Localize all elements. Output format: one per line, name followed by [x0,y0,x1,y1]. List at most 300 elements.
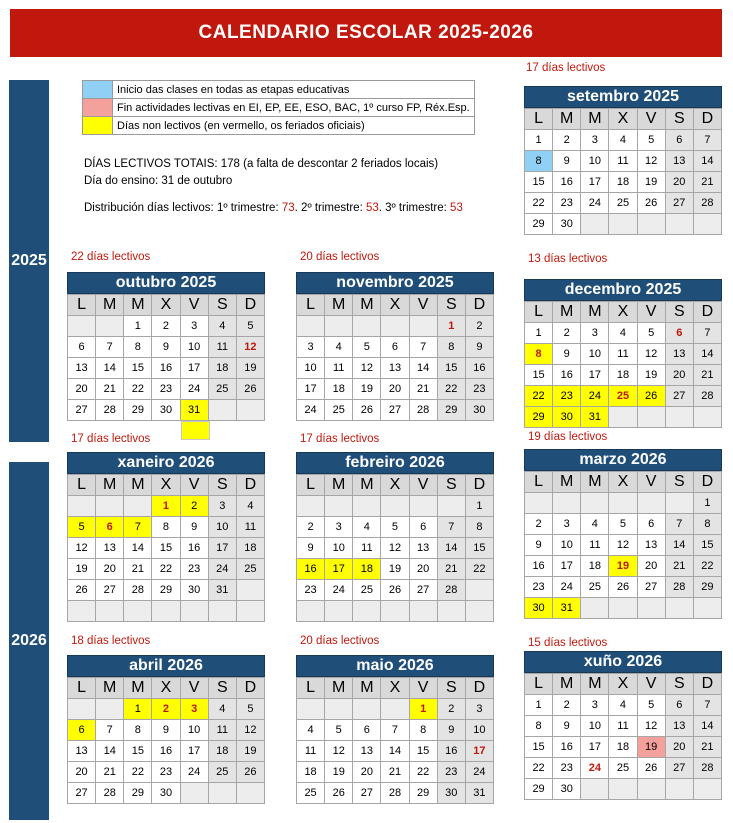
weekday-header: L [68,475,96,496]
weekday-header: V [181,475,209,496]
trimester-distribution [84,202,463,214]
day-cell: 31 [181,400,209,421]
weekday-header: M [581,302,609,323]
empty-cell [666,779,694,800]
day-cell: 14 [666,535,694,556]
day-cell: 2 [525,514,553,535]
day-cell: 8 [124,337,152,358]
day-cell: 1 [438,316,466,337]
day-cell: 30 [438,783,466,804]
day-cell: 3 [581,695,609,716]
weekday-header: X [152,295,180,316]
month-grid [524,673,722,800]
day-cell: 28 [96,400,124,421]
day-cell: 16 [152,358,180,379]
day-cell: 30 [553,779,581,800]
day-cell: 19 [638,365,666,386]
weekday-header: X [609,109,637,130]
day-cell: 9 [297,538,325,559]
day-cell: 13 [638,535,666,556]
month-title: xaneiro 2026 [67,452,265,474]
day-cell: 15 [152,538,180,559]
day-cell: 28 [438,580,466,601]
empty-cell [410,601,438,622]
legend-swatch-non-lective [83,117,113,135]
empty-cell [68,601,96,622]
lective-days-count: 13 días lectivos [528,253,608,265]
month-calendar [524,449,722,619]
day-cell: 10 [181,337,209,358]
day-cell: 23 [181,559,209,580]
day-cell: 11 [353,538,381,559]
day-cell: 2 [553,130,581,151]
day-cell: 6 [638,514,666,535]
day-cell: 31 [553,598,581,619]
month-title: maio 2026 [296,655,494,677]
empty-cell [353,601,381,622]
day-cell: 4 [237,496,265,517]
weekday-header: S [666,109,694,130]
day-cell: 29 [525,407,553,428]
weekday-header: M [124,475,152,496]
day-cell: 1 [694,493,722,514]
day-cell: 6 [381,337,409,358]
day-cell: 16 [525,556,553,577]
day-cell: 12 [638,344,666,365]
weekday-header: M [96,295,124,316]
month-grid [67,677,265,804]
day-cell: 4 [581,514,609,535]
day-cell: 13 [410,538,438,559]
day-cell: 28 [381,783,409,804]
day-cell: 30 [181,580,209,601]
lective-days-count: 18 días lectivos [71,635,151,647]
legend-text-start: Inicio das clases en todas as etapas educativas [113,81,475,99]
month-grid [524,108,722,235]
day-cell: 18 [353,559,381,580]
empty-cell [694,779,722,800]
day-cell: 11 [609,716,637,737]
day-cell: 16 [466,358,494,379]
day-cell: 8 [438,337,466,358]
empty-cell [353,699,381,720]
weekday-header: V [410,475,438,496]
empty-cell [438,496,466,517]
day-cell: 7 [694,323,722,344]
day-cell: 31 [466,783,494,804]
day-cell: 13 [353,741,381,762]
day-cell: 15 [694,535,722,556]
day-cell: 5 [381,517,409,538]
month-calendar [524,86,722,235]
day-cell: 20 [68,379,96,400]
day-cell: 27 [666,386,694,407]
day-cell: 24 [466,762,494,783]
day-cell: 9 [152,337,180,358]
day-cell: 18 [237,538,265,559]
month-calendar [67,655,265,804]
empty-cell [525,493,553,514]
weekday-header: V [638,472,666,493]
empty-cell [638,493,666,514]
day-cell: 15 [525,365,553,386]
day-cell: 7 [410,337,438,358]
weekday-header: X [152,678,180,699]
day-cell: 8 [525,151,553,172]
day-cell: 31 [581,407,609,428]
weekday-header: M [553,472,581,493]
teaching-day-marker [181,421,210,440]
day-cell: 6 [68,720,96,741]
day-cell: 2 [181,496,209,517]
day-cell: 11 [297,741,325,762]
day-cell: 21 [96,762,124,783]
day-cell: 19 [237,741,265,762]
empty-cell [609,493,637,514]
legend-swatch-end [83,99,113,117]
day-cell: 24 [581,193,609,214]
empty-cell [209,783,237,804]
month-calendar [296,272,494,421]
day-cell: 7 [96,337,124,358]
weekday-header: M [325,475,353,496]
day-cell: 23 [152,379,180,400]
day-cell: 26 [353,400,381,421]
weekday-header: M [553,302,581,323]
day-cell: 25 [237,559,265,580]
weekday-header: L [525,109,553,130]
teaching-day: Día do ensino: 31 de outubro [84,175,233,187]
weekday-header: S [438,295,466,316]
day-cell: 30 [553,407,581,428]
empty-cell [666,407,694,428]
day-cell: 16 [438,741,466,762]
empty-cell [666,598,694,619]
day-cell: 7 [438,517,466,538]
day-cell: 12 [638,151,666,172]
day-cell: 10 [581,344,609,365]
day-cell: 15 [124,741,152,762]
day-cell: 29 [152,580,180,601]
day-cell: 6 [68,337,96,358]
day-cell: 16 [553,172,581,193]
day-cell: 24 [553,577,581,598]
day-cell: 9 [553,151,581,172]
day-cell: 22 [124,379,152,400]
day-cell: 19 [237,358,265,379]
day-cell: 4 [297,720,325,741]
day-cell: 14 [96,358,124,379]
day-cell: 10 [181,720,209,741]
empty-cell [581,598,609,619]
day-cell: 8 [694,514,722,535]
empty-cell [581,779,609,800]
day-cell: 1 [466,496,494,517]
day-cell: 5 [638,130,666,151]
empty-cell [353,316,381,337]
day-cell: 12 [68,538,96,559]
weekday-header: M [124,678,152,699]
empty-cell [609,779,637,800]
dist-mid-1: . 2º trimestre: [294,202,366,214]
empty-cell [96,699,124,720]
empty-cell [124,496,152,517]
day-cell: 26 [609,577,637,598]
day-cell: 26 [638,386,666,407]
day-cell: 3 [325,517,353,538]
day-cell: 5 [609,514,637,535]
day-cell: 9 [438,720,466,741]
day-cell: 12 [237,720,265,741]
empty-cell [297,496,325,517]
month-title: xuño 2026 [524,651,722,673]
day-cell: 26 [325,783,353,804]
day-cell: 20 [638,556,666,577]
day-cell: 3 [181,316,209,337]
weekday-header: S [438,475,466,496]
month-title: decembro 2025 [524,279,722,301]
day-cell: 3 [553,514,581,535]
day-cell: 7 [694,130,722,151]
day-cell: 20 [381,379,409,400]
weekday-header: V [638,109,666,130]
month-grid [524,471,722,619]
day-cell: 8 [152,517,180,538]
day-cell: 12 [609,535,637,556]
empty-cell [124,601,152,622]
day-cell: 7 [381,720,409,741]
day-cell: 2 [466,316,494,337]
day-cell: 4 [209,316,237,337]
weekday-header: L [68,295,96,316]
day-cell: 1 [124,316,152,337]
day-cell: 7 [694,695,722,716]
day-cell: 12 [325,741,353,762]
weekday-header: L [297,678,325,699]
day-cell: 3 [181,699,209,720]
day-cell: 2 [438,699,466,720]
day-cell: 21 [666,556,694,577]
legend [82,80,475,135]
day-cell: 2 [553,695,581,716]
day-cell: 19 [609,556,637,577]
day-cell: 22 [525,758,553,779]
day-cell: 11 [209,720,237,741]
empty-cell [609,407,637,428]
day-cell: 30 [525,598,553,619]
day-cell: 29 [438,400,466,421]
empty-cell [553,493,581,514]
day-cell: 21 [124,559,152,580]
day-cell: 28 [694,193,722,214]
day-cell: 8 [466,517,494,538]
empty-cell [325,316,353,337]
month-title: marzo 2026 [524,449,722,471]
day-cell: 4 [209,699,237,720]
day-cell: 15 [466,538,494,559]
day-cell: 24 [297,400,325,421]
day-cell: 20 [666,737,694,758]
day-cell: 24 [325,580,353,601]
day-cell: 27 [381,400,409,421]
legend-item-non-lective [83,117,475,135]
day-cell: 6 [666,323,694,344]
day-cell: 24 [181,762,209,783]
day-cell: 22 [438,379,466,400]
day-cell: 11 [609,344,637,365]
day-cell: 30 [553,214,581,235]
day-cell: 17 [325,559,353,580]
day-cell: 26 [68,580,96,601]
month-grid [67,474,265,622]
day-cell: 18 [609,172,637,193]
weekday-header: D [237,678,265,699]
empty-cell [297,316,325,337]
day-cell: 27 [666,193,694,214]
trimester-3-value: 53 [450,202,463,214]
weekday-header: X [609,472,637,493]
month-grid [296,294,494,421]
day-cell: 2 [152,316,180,337]
dist-mid-2: . 3º trimestre: [378,202,451,214]
weekday-header: S [666,302,694,323]
day-cell: 18 [209,741,237,762]
month-calendar [67,272,265,421]
empty-cell [581,493,609,514]
lective-days-count: 15 días lectivos [528,637,608,649]
day-cell: 20 [68,762,96,783]
day-cell: 24 [581,386,609,407]
day-cell: 4 [609,323,637,344]
month-grid [67,294,265,421]
month-calendar [296,452,494,622]
day-cell: 1 [525,695,553,716]
day-cell: 25 [609,193,637,214]
day-cell: 5 [68,517,96,538]
day-cell: 26 [381,580,409,601]
weekday-header: D [694,302,722,323]
empty-cell [325,496,353,517]
empty-cell [297,601,325,622]
day-cell: 5 [638,695,666,716]
day-cell: 11 [609,151,637,172]
empty-cell [638,407,666,428]
day-cell: 23 [553,758,581,779]
day-cell: 15 [124,358,152,379]
day-cell: 23 [553,386,581,407]
legend-item-start [83,81,475,99]
day-cell: 14 [124,538,152,559]
empty-cell [68,316,96,337]
empty-cell [237,580,265,601]
day-cell: 31 [209,580,237,601]
day-cell: 29 [124,400,152,421]
day-cell: 17 [297,379,325,400]
day-cell: 25 [581,577,609,598]
month-title: novembro 2025 [296,272,494,294]
weekday-header: L [297,475,325,496]
day-cell: 17 [581,172,609,193]
day-cell: 30 [152,783,180,804]
day-cell: 23 [438,762,466,783]
empty-cell [237,601,265,622]
day-cell: 16 [181,538,209,559]
weekday-header: V [181,295,209,316]
month-grid [296,474,494,622]
day-cell: 1 [124,699,152,720]
day-cell: 7 [96,720,124,741]
day-cell: 27 [68,400,96,421]
day-cell: 23 [297,580,325,601]
weekday-header: M [553,674,581,695]
day-cell: 4 [609,130,637,151]
weekday-header: V [181,678,209,699]
day-cell: 30 [466,400,494,421]
month-calendar [524,651,722,800]
day-cell: 15 [525,172,553,193]
day-cell: 25 [209,379,237,400]
day-cell: 13 [666,716,694,737]
month-title: febreiro 2026 [296,452,494,474]
weekday-header: X [609,674,637,695]
day-cell: 14 [438,538,466,559]
day-cell: 25 [609,386,637,407]
day-cell: 22 [525,193,553,214]
month-title: abril 2026 [67,655,265,677]
empty-cell [68,699,96,720]
month-calendar [67,452,265,622]
day-cell: 21 [96,379,124,400]
empty-cell [666,214,694,235]
empty-cell [209,400,237,421]
day-cell: 27 [638,577,666,598]
day-cell: 22 [124,762,152,783]
day-cell: 5 [325,720,353,741]
year-label-2025: 2025 [9,80,49,442]
day-cell: 21 [410,379,438,400]
day-cell: 18 [325,379,353,400]
empty-cell [381,316,409,337]
day-cell: 21 [438,559,466,580]
day-cell: 22 [466,559,494,580]
month-title: setembro 2025 [524,86,722,108]
day-cell: 8 [124,720,152,741]
empty-cell [638,598,666,619]
weekday-header: D [466,678,494,699]
day-cell: 4 [353,517,381,538]
day-cell: 1 [410,699,438,720]
day-cell: 9 [152,720,180,741]
day-cell: 16 [553,365,581,386]
dist-prefix: Distribución días lectivos: 1º trimestre: [84,202,282,214]
day-cell: 27 [353,783,381,804]
day-cell: 14 [410,358,438,379]
month-grid [296,677,494,804]
day-cell: 10 [297,358,325,379]
day-cell: 19 [325,762,353,783]
day-cell: 28 [410,400,438,421]
legend-text-non-lective: Días non lectivos (en vermello, os feriados oficiais) [113,117,475,135]
month-calendar [296,655,494,804]
empty-cell [666,493,694,514]
day-cell: 17 [181,358,209,379]
empty-cell [325,699,353,720]
day-cell: 24 [581,758,609,779]
day-cell: 2 [152,699,180,720]
day-cell: 4 [609,695,637,716]
lective-days-count: 19 días lectivos [528,431,608,443]
lective-days-count: 17 días lectivos [71,433,151,445]
